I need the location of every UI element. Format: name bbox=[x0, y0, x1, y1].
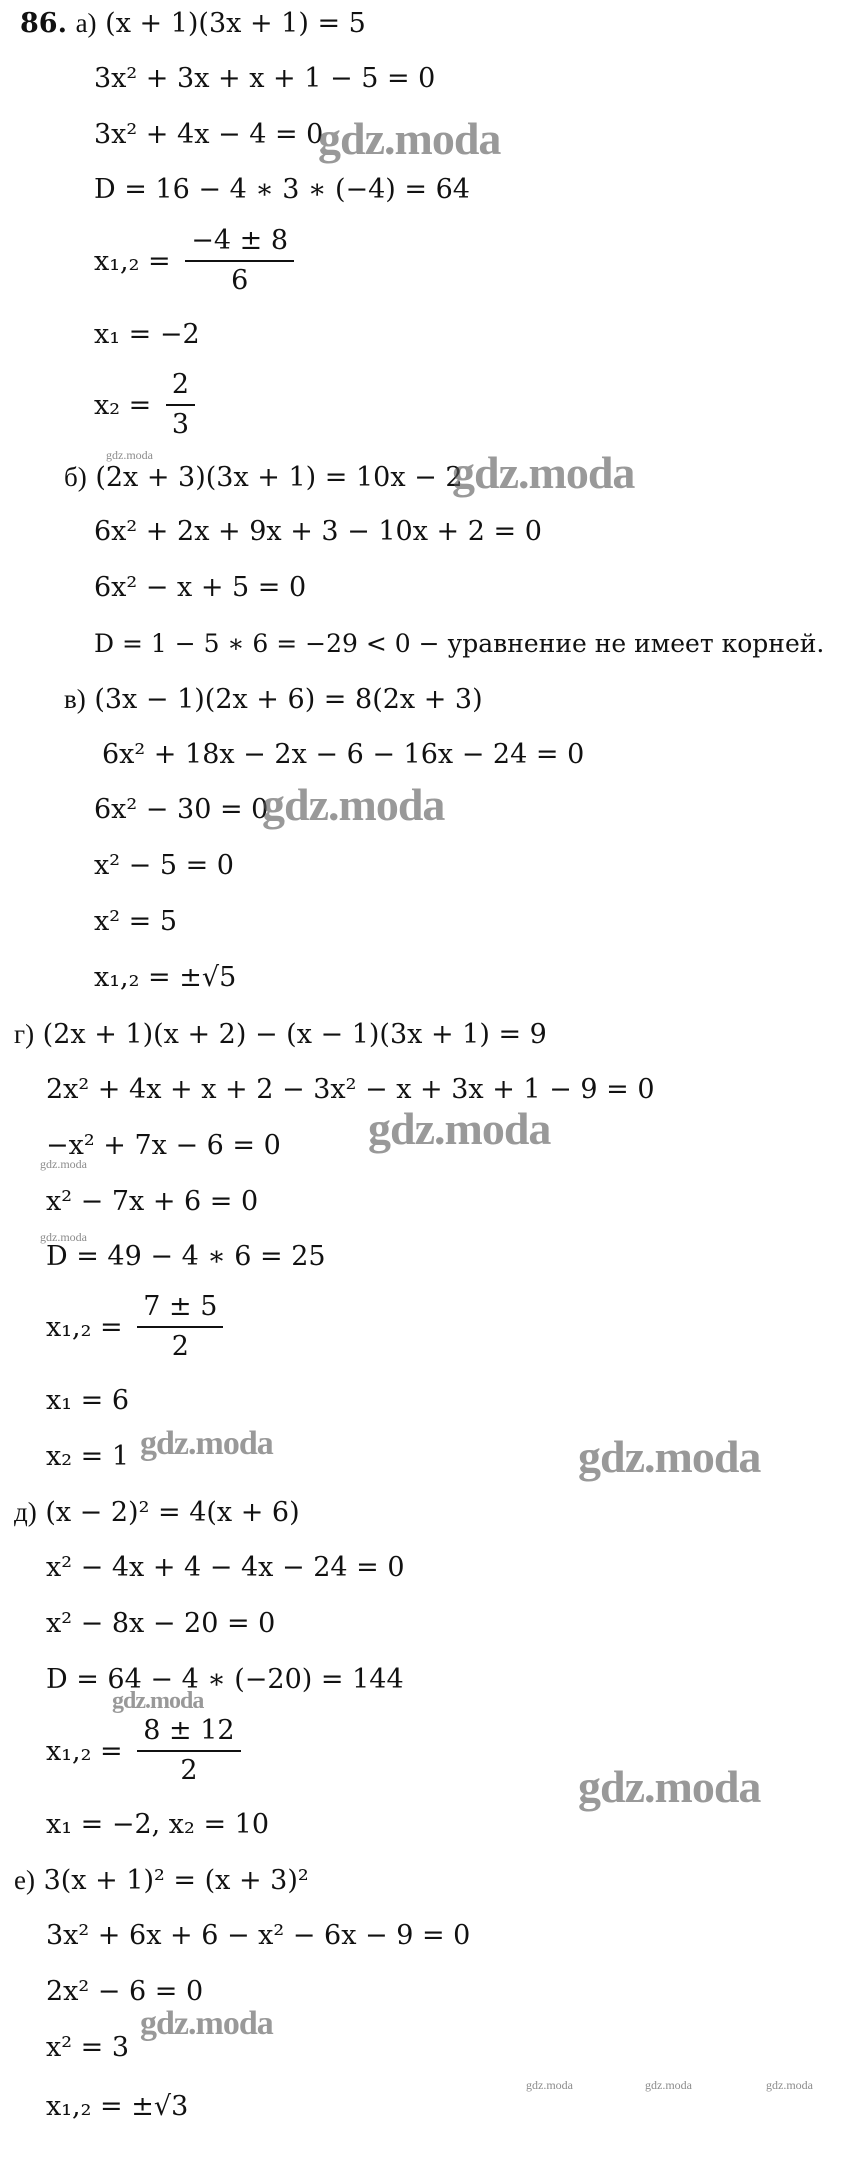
part-v-equation: (3x − 1)(2x + 6) = 8(2x + 3) bbox=[94, 684, 483, 715]
fraction-numerator: 2 bbox=[166, 366, 195, 406]
part-g-root-2: x₂ = 1 bbox=[46, 1441, 130, 1472]
roots-fraction bbox=[185, 222, 294, 300]
part-d-equation: (x − 2)² = 4(x + 6) bbox=[45, 1497, 300, 1528]
fraction-denominator: 2 bbox=[180, 1755, 198, 1786]
part-g-roots-formula bbox=[46, 1288, 223, 1366]
roots-lhs: x₁,₂ = bbox=[46, 1311, 123, 1343]
part-g-root-1: x₁ = 6 bbox=[46, 1385, 130, 1416]
fraction-denominator: 6 bbox=[231, 265, 249, 296]
part-v-roots: x₁,₂ = ±√5 bbox=[94, 962, 237, 993]
part-g-step: 2x² + 4x + x + 2 − 3x² − x + 3x + 1 − 9 = 0 bbox=[46, 1074, 655, 1105]
part-d-discriminant: D = 64 − 4 ∗ (−20) = 144 bbox=[46, 1664, 404, 1695]
part-v-label: в) bbox=[64, 684, 86, 714]
part-d-first-line bbox=[14, 1495, 300, 1530]
part-d-roots: x₁ = −2, x₂ = 10 bbox=[46, 1809, 270, 1840]
part-b-label: б) bbox=[64, 462, 87, 492]
watermark: gdz.moda bbox=[262, 779, 445, 830]
root-fraction bbox=[166, 366, 195, 444]
part-a-root-2 bbox=[94, 366, 195, 444]
part-g-step: −x² + 7x − 6 = 0 bbox=[46, 1130, 281, 1161]
part-e-step: x² = 3 bbox=[46, 2032, 130, 2063]
watermark: gdz.moda bbox=[578, 1761, 761, 1812]
part-e-label: е) bbox=[14, 1865, 35, 1895]
part-v-step: 6x² + 18x − 2x − 6 − 16x − 24 = 0 bbox=[102, 739, 585, 770]
part-a-step: 3x² + 3x + x + 1 − 5 = 0 bbox=[94, 63, 436, 94]
watermark: gdz.moda bbox=[112, 1688, 204, 1714]
part-b-discriminant: D = 1 − 5 ∗ 6 = −29 < 0 − уравнение не имеет корней. bbox=[94, 629, 825, 658]
fraction-denominator: 2 bbox=[171, 1331, 189, 1362]
part-g-step: x² − 7x + 6 = 0 bbox=[46, 1186, 259, 1217]
part-a-discriminant: D = 16 − 4 ∗ 3 ∗ (−4) = 64 bbox=[94, 174, 470, 205]
roots-fraction bbox=[137, 1288, 223, 1366]
watermark: gdz.moda bbox=[368, 1103, 551, 1154]
fraction-denominator: 3 bbox=[171, 409, 190, 440]
part-b-step: 6x² − x + 5 = 0 bbox=[94, 572, 307, 603]
part-g-first-line bbox=[14, 1017, 547, 1052]
part-e-step: 2x² − 6 = 0 bbox=[46, 1976, 204, 2007]
part-v-step: x² = 5 bbox=[94, 906, 178, 937]
fraction-numerator: 8 ± 12 bbox=[137, 1712, 240, 1752]
watermark-small: gdz.moda bbox=[106, 448, 153, 462]
part-e-first-line bbox=[14, 1863, 309, 1898]
part-a-equation: (x + 1)(3x + 1) = 5 bbox=[105, 8, 366, 39]
watermark: gdz.moda bbox=[140, 1425, 273, 1462]
roots-fraction bbox=[137, 1712, 240, 1790]
watermark: gdz.moda bbox=[318, 113, 501, 164]
fraction-numerator: −4 ± 8 bbox=[185, 222, 294, 262]
watermark: gdz.moda bbox=[578, 1431, 761, 1482]
part-a-step: 3x² + 4x − 4 = 0 bbox=[94, 119, 324, 150]
part-b-equation: (2x + 3)(3x + 1) = 10x − 2 bbox=[95, 462, 463, 493]
watermark-small: gdz.moda bbox=[645, 2078, 692, 2092]
part-a-label: а) bbox=[75, 8, 97, 38]
fraction-numerator: 7 ± 5 bbox=[137, 1288, 223, 1328]
part-a-first-line bbox=[20, 6, 366, 41]
roots-lhs: x₁,₂ = bbox=[94, 245, 171, 277]
part-v-first-line bbox=[64, 682, 483, 717]
part-d-step: x² − 8x − 20 = 0 bbox=[46, 1608, 276, 1639]
watermark-small: gdz.moda bbox=[40, 1230, 87, 1244]
watermark-small: gdz.moda bbox=[526, 2078, 573, 2092]
part-g-discriminant: D = 49 − 4 ∗ 6 = 25 bbox=[46, 1241, 326, 1272]
part-d-roots-formula bbox=[46, 1712, 241, 1790]
part-g-equation: (2x + 1)(x + 2) − (x − 1)(3x + 1) = 9 bbox=[42, 1019, 547, 1050]
watermark: gdz.moda bbox=[140, 2005, 273, 2042]
root-lhs: x₂ = bbox=[94, 389, 152, 421]
part-e-step: 3x² + 6x + 6 − x² − 6x − 9 = 0 bbox=[46, 1920, 471, 1951]
part-b-step: 6x² + 2x + 9x + 3 − 10x + 2 = 0 bbox=[94, 516, 542, 547]
part-b-first-line bbox=[64, 460, 463, 495]
watermark-small: gdz.moda bbox=[40, 1157, 87, 1171]
part-d-label: д) bbox=[14, 1497, 37, 1527]
part-v-step: x² − 5 = 0 bbox=[94, 850, 234, 881]
part-e-roots: x₁,₂ = ±√3 bbox=[46, 2091, 189, 2122]
part-v-step: 6x² − 30 = 0 bbox=[94, 794, 269, 825]
part-a-roots-formula bbox=[94, 222, 294, 300]
part-e-equation: 3(x + 1)² = (x + 3)² bbox=[43, 1865, 309, 1896]
part-g-label: г) bbox=[14, 1019, 35, 1049]
part-a-root-1: x₁ = −2 bbox=[94, 319, 200, 350]
watermark-small: gdz.moda bbox=[766, 2078, 813, 2092]
watermark: gdz.moda bbox=[452, 447, 635, 498]
problem-number: 86. bbox=[20, 8, 67, 39]
part-d-step: x² − 4x + 4 − 4x − 24 = 0 bbox=[46, 1552, 405, 1583]
roots-lhs: x₁,₂ = bbox=[46, 1735, 123, 1767]
